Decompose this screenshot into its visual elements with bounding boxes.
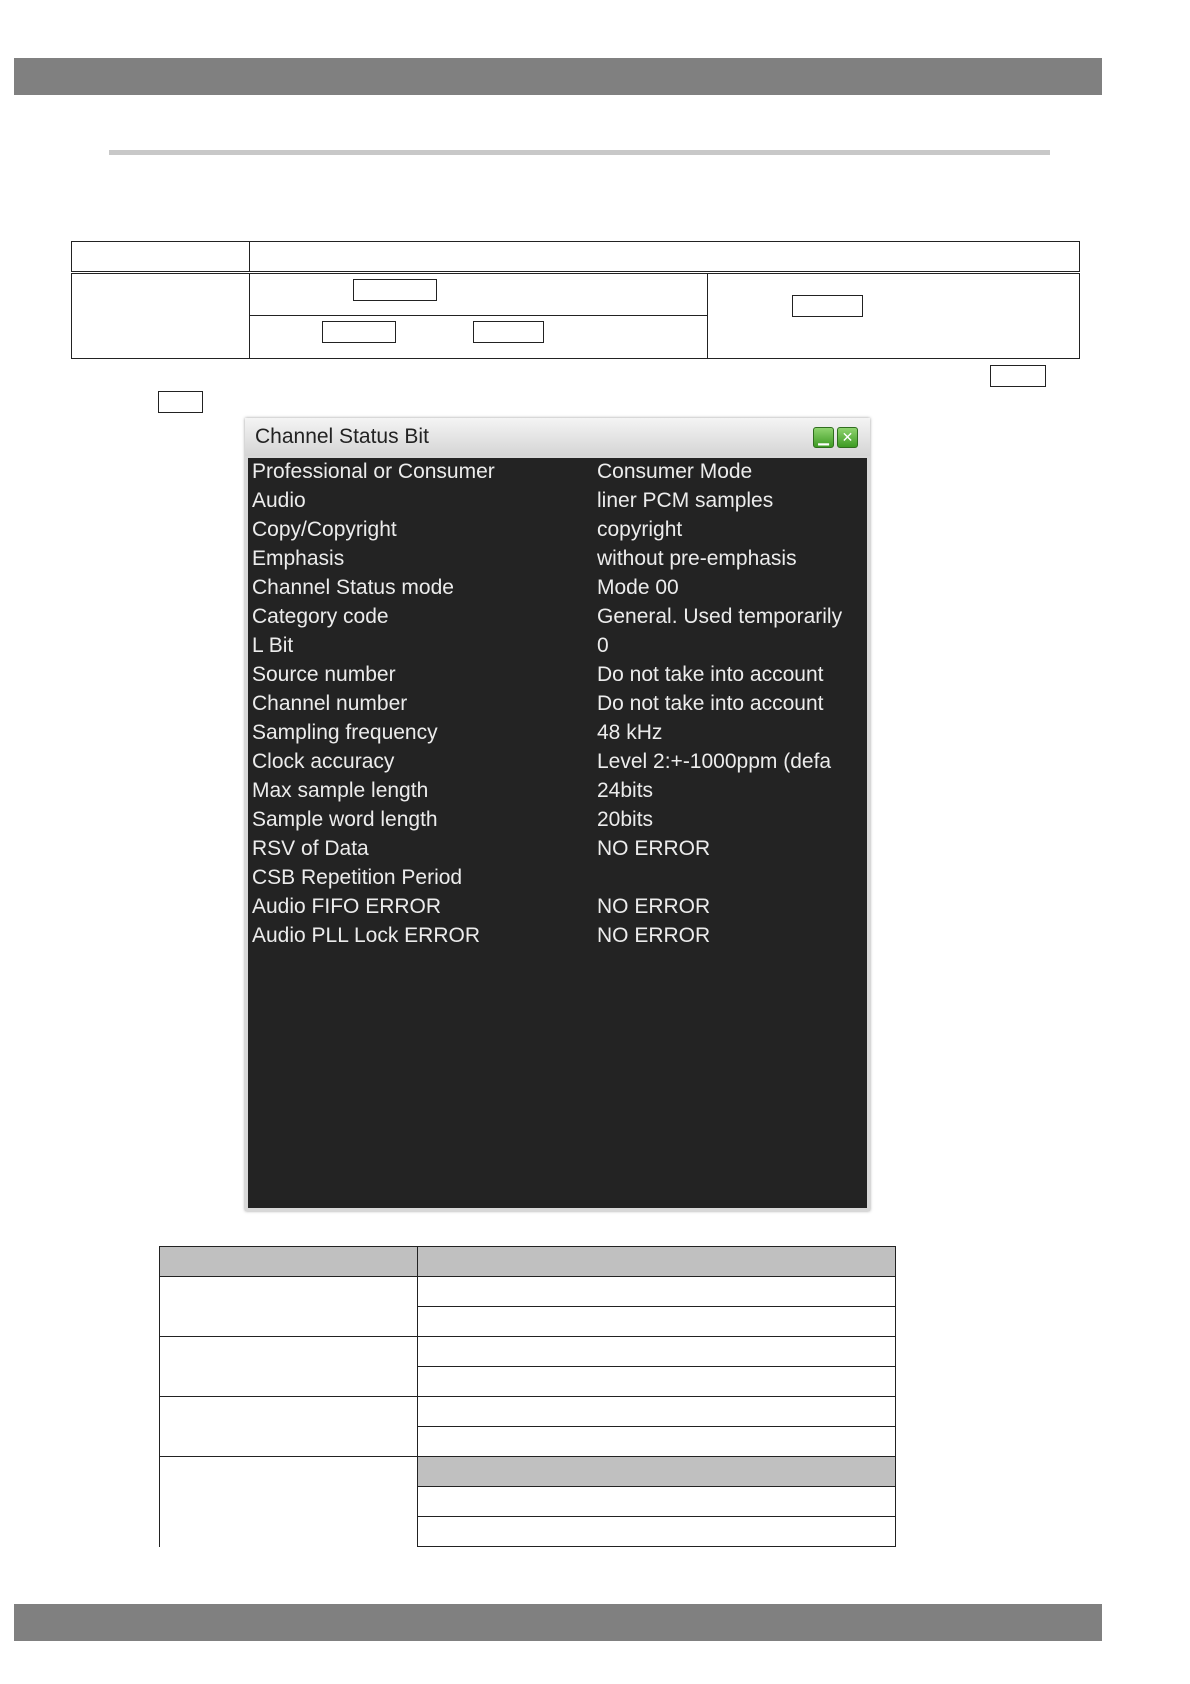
status-value: Do not take into account xyxy=(597,692,824,715)
status-label: Channel Status mode xyxy=(252,576,454,599)
status-value: NO ERROR xyxy=(597,837,711,860)
window-titlebar[interactable] xyxy=(245,418,870,456)
table-cell xyxy=(418,1517,896,1547)
status-row xyxy=(248,458,867,487)
status-value: NO ERROR xyxy=(597,895,711,918)
status-value: liner PCM samples xyxy=(597,489,774,512)
status-row xyxy=(248,748,867,777)
operation-table xyxy=(71,241,1080,359)
status-label: Channel number xyxy=(252,692,408,715)
key-box xyxy=(792,295,863,317)
table-cell xyxy=(160,1337,418,1397)
status-value: 24bits xyxy=(597,779,654,802)
key-box xyxy=(990,365,1046,387)
minimize-button[interactable]: ▁ xyxy=(813,427,834,448)
close-button[interactable]: ✕ xyxy=(837,427,858,448)
table-cell xyxy=(418,1367,896,1397)
status-row xyxy=(248,806,867,835)
status-row xyxy=(248,487,867,516)
status-value: Consumer Mode xyxy=(597,460,753,483)
status-row xyxy=(248,922,867,951)
key-box xyxy=(322,321,396,343)
status-row xyxy=(248,603,867,632)
status-label: Audio FIFO ERROR xyxy=(252,895,442,918)
operation-table-cell-lower xyxy=(250,316,708,359)
table-cell xyxy=(418,1487,896,1517)
status-label: Clock accuracy xyxy=(252,750,395,773)
status-label: Audio xyxy=(252,489,306,512)
key-box xyxy=(353,279,437,301)
status-list xyxy=(248,458,867,1208)
operation-table-cell-upper xyxy=(250,272,708,316)
status-label: Copy/Copyright xyxy=(252,518,397,541)
description-table xyxy=(159,1246,896,1547)
table-cell xyxy=(418,1337,896,1367)
operation-table-cell-right xyxy=(708,272,1080,358)
status-value: 48 kHz xyxy=(597,721,663,744)
status-value: NO ERROR xyxy=(597,924,711,947)
key-box xyxy=(158,391,203,413)
operation-table-header-left xyxy=(72,242,250,273)
status-row xyxy=(248,777,867,806)
status-row xyxy=(248,661,867,690)
status-label: Category code xyxy=(252,605,389,628)
status-row xyxy=(248,632,867,661)
status-value: 0 xyxy=(597,634,609,657)
status-value: Mode 00 xyxy=(597,576,679,599)
status-value: General. Used temporarily xyxy=(597,605,843,628)
description-table-header-detail xyxy=(418,1247,896,1277)
status-row xyxy=(248,545,867,574)
table-cell xyxy=(160,1457,418,1547)
status-value: copyright xyxy=(597,518,683,541)
operation-table-header-right xyxy=(250,242,1080,273)
status-value: Level 2:+-1000ppm (defa xyxy=(597,750,832,773)
table-cell xyxy=(418,1307,896,1337)
status-row xyxy=(248,719,867,748)
status-row xyxy=(248,835,867,864)
status-label: Max sample length xyxy=(252,779,429,802)
status-value: 20bits xyxy=(597,808,654,831)
status-value: Do not take into account xyxy=(597,663,824,686)
window-title: Channel Status Bit xyxy=(255,425,429,448)
status-label: Source number xyxy=(252,663,396,686)
table-cell xyxy=(160,1277,418,1337)
status-label: L Bit xyxy=(252,634,294,657)
status-row xyxy=(248,864,867,893)
page-header-band xyxy=(14,58,1102,95)
status-label: Professional or Consumer xyxy=(252,460,495,483)
status-label: Sampling frequency xyxy=(252,721,438,744)
channel-status-bit-window xyxy=(245,418,870,1211)
description-table-header-item xyxy=(160,1247,418,1277)
table-cell xyxy=(418,1397,896,1427)
status-label: Sample word length xyxy=(252,808,438,831)
page-footer-band xyxy=(14,1604,1102,1641)
operation-table-row-label xyxy=(72,272,250,358)
status-row xyxy=(248,574,867,603)
status-value: without pre-emphasis xyxy=(597,547,797,570)
status-row xyxy=(248,893,867,922)
table-cell xyxy=(418,1427,896,1457)
status-label: Emphasis xyxy=(252,547,345,570)
table-cell xyxy=(160,1397,418,1457)
status-label: CSB Repetition Period xyxy=(252,866,463,889)
status-row xyxy=(248,690,867,719)
status-row xyxy=(248,516,867,545)
status-label: RSV of Data xyxy=(252,837,369,860)
key-box xyxy=(473,321,544,343)
table-cell xyxy=(418,1277,896,1307)
table-cell xyxy=(418,1457,896,1487)
section-rule xyxy=(109,150,1050,155)
status-label: Audio PLL Lock ERROR xyxy=(252,924,480,947)
